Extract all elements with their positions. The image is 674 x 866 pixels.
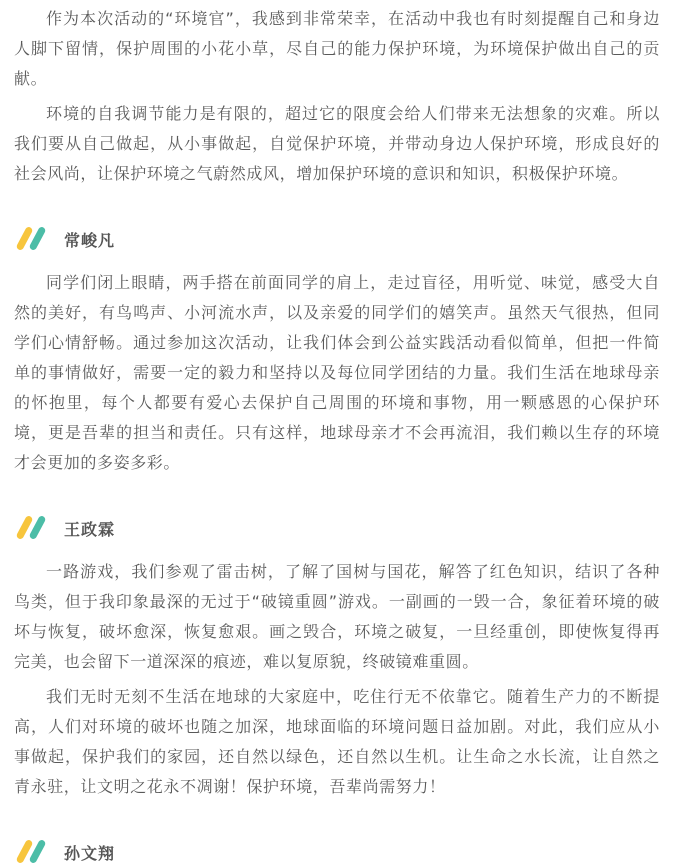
section-author-name: 王政霖 <box>64 519 116 539</box>
section-header-sunwenxiang <box>16 838 660 866</box>
section-author-name: 孙文翔 <box>64 843 116 863</box>
double-slash-icon <box>16 514 50 542</box>
intro-paragraph-1: 作为本次活动的“环境官”，我感到非常荣幸，在活动中我也有时刻提醒自己和身边人脚下留情，保护周围的小花小草，尽自己的能力保护环境，为环境保护做出自己的贡献。 <box>14 9 660 88</box>
section-header-changjunfan <box>16 225 660 253</box>
intro-paragraph-2: 环境的自我调节能力是有限的，超过它的限度会给人们带来无法想象的灾难。所以我们要从自己做起，从小事做起，自觉保护环境，并带动身边人保护环境，形成良好的社会风尚，让保护环境之气蔚然成风，增加保护环境的意识和知识，积极保护环境。 <box>14 104 660 183</box>
section-author-name: 常峻凡 <box>64 230 116 250</box>
section-paragraph: 我们无时无刻不生活在地球的大家庭中，吃住行无不依靠它。随着生产力的不断提高，人们对环境的破坏也随之加深，地球面临的环境问题日益加剧。对此，我们应从小事做起，保护我们的家园，还自然以绿色，还自然以生机。让生命之水长流，让自然之青永驻，让文明之花永不凋谢！保护环境，吾辈尚需努力！ <box>14 687 660 796</box>
double-slash-icon <box>16 225 50 253</box>
section-paragraph: 一路游戏，我们参观了雷击树，了解了国树与国花，解答了红色知识，结识了各种鸟类，但于我印象最深的无过于“破镜重圆”游戏。一副画的一毁一合，象征着环境的破坏与恢复，破坏愈深，恢复愈艰。画之毁合，环境之破复，一旦经重创，即使恢复得再完美，也会留下一道深深的痕迹，难以复原貌，终破镜难重圆。 <box>14 562 660 671</box>
double-slash-icon <box>16 838 50 866</box>
section-paragraph: 同学们闭上眼睛，两手搭在前面同学的肩上，走过盲径，用听觉、味觉，感受大自然的美好，有鸟鸣声、小河流水声，以及亲爱的同学们的嬉笑声。虽然天气很热，但同学们心情舒畅。通过参加这次活动，让我们体会到公益实践活动看似简单，但把一件简单的事情做好，需要一定的毅力和坚持以及每位同学团结的力量。我们生活在地球母亲的怀抱里，每个人都要有爱心去保护自己周围的环境和事物，用一颗感恩的心保护环境，更是吾辈的担当和责任。只有这样，地球母亲才不会再流泪，我们赖以生存的环境才会更加的多姿多彩。 <box>14 273 660 472</box>
section-header-wangzhenglin <box>16 514 660 542</box>
